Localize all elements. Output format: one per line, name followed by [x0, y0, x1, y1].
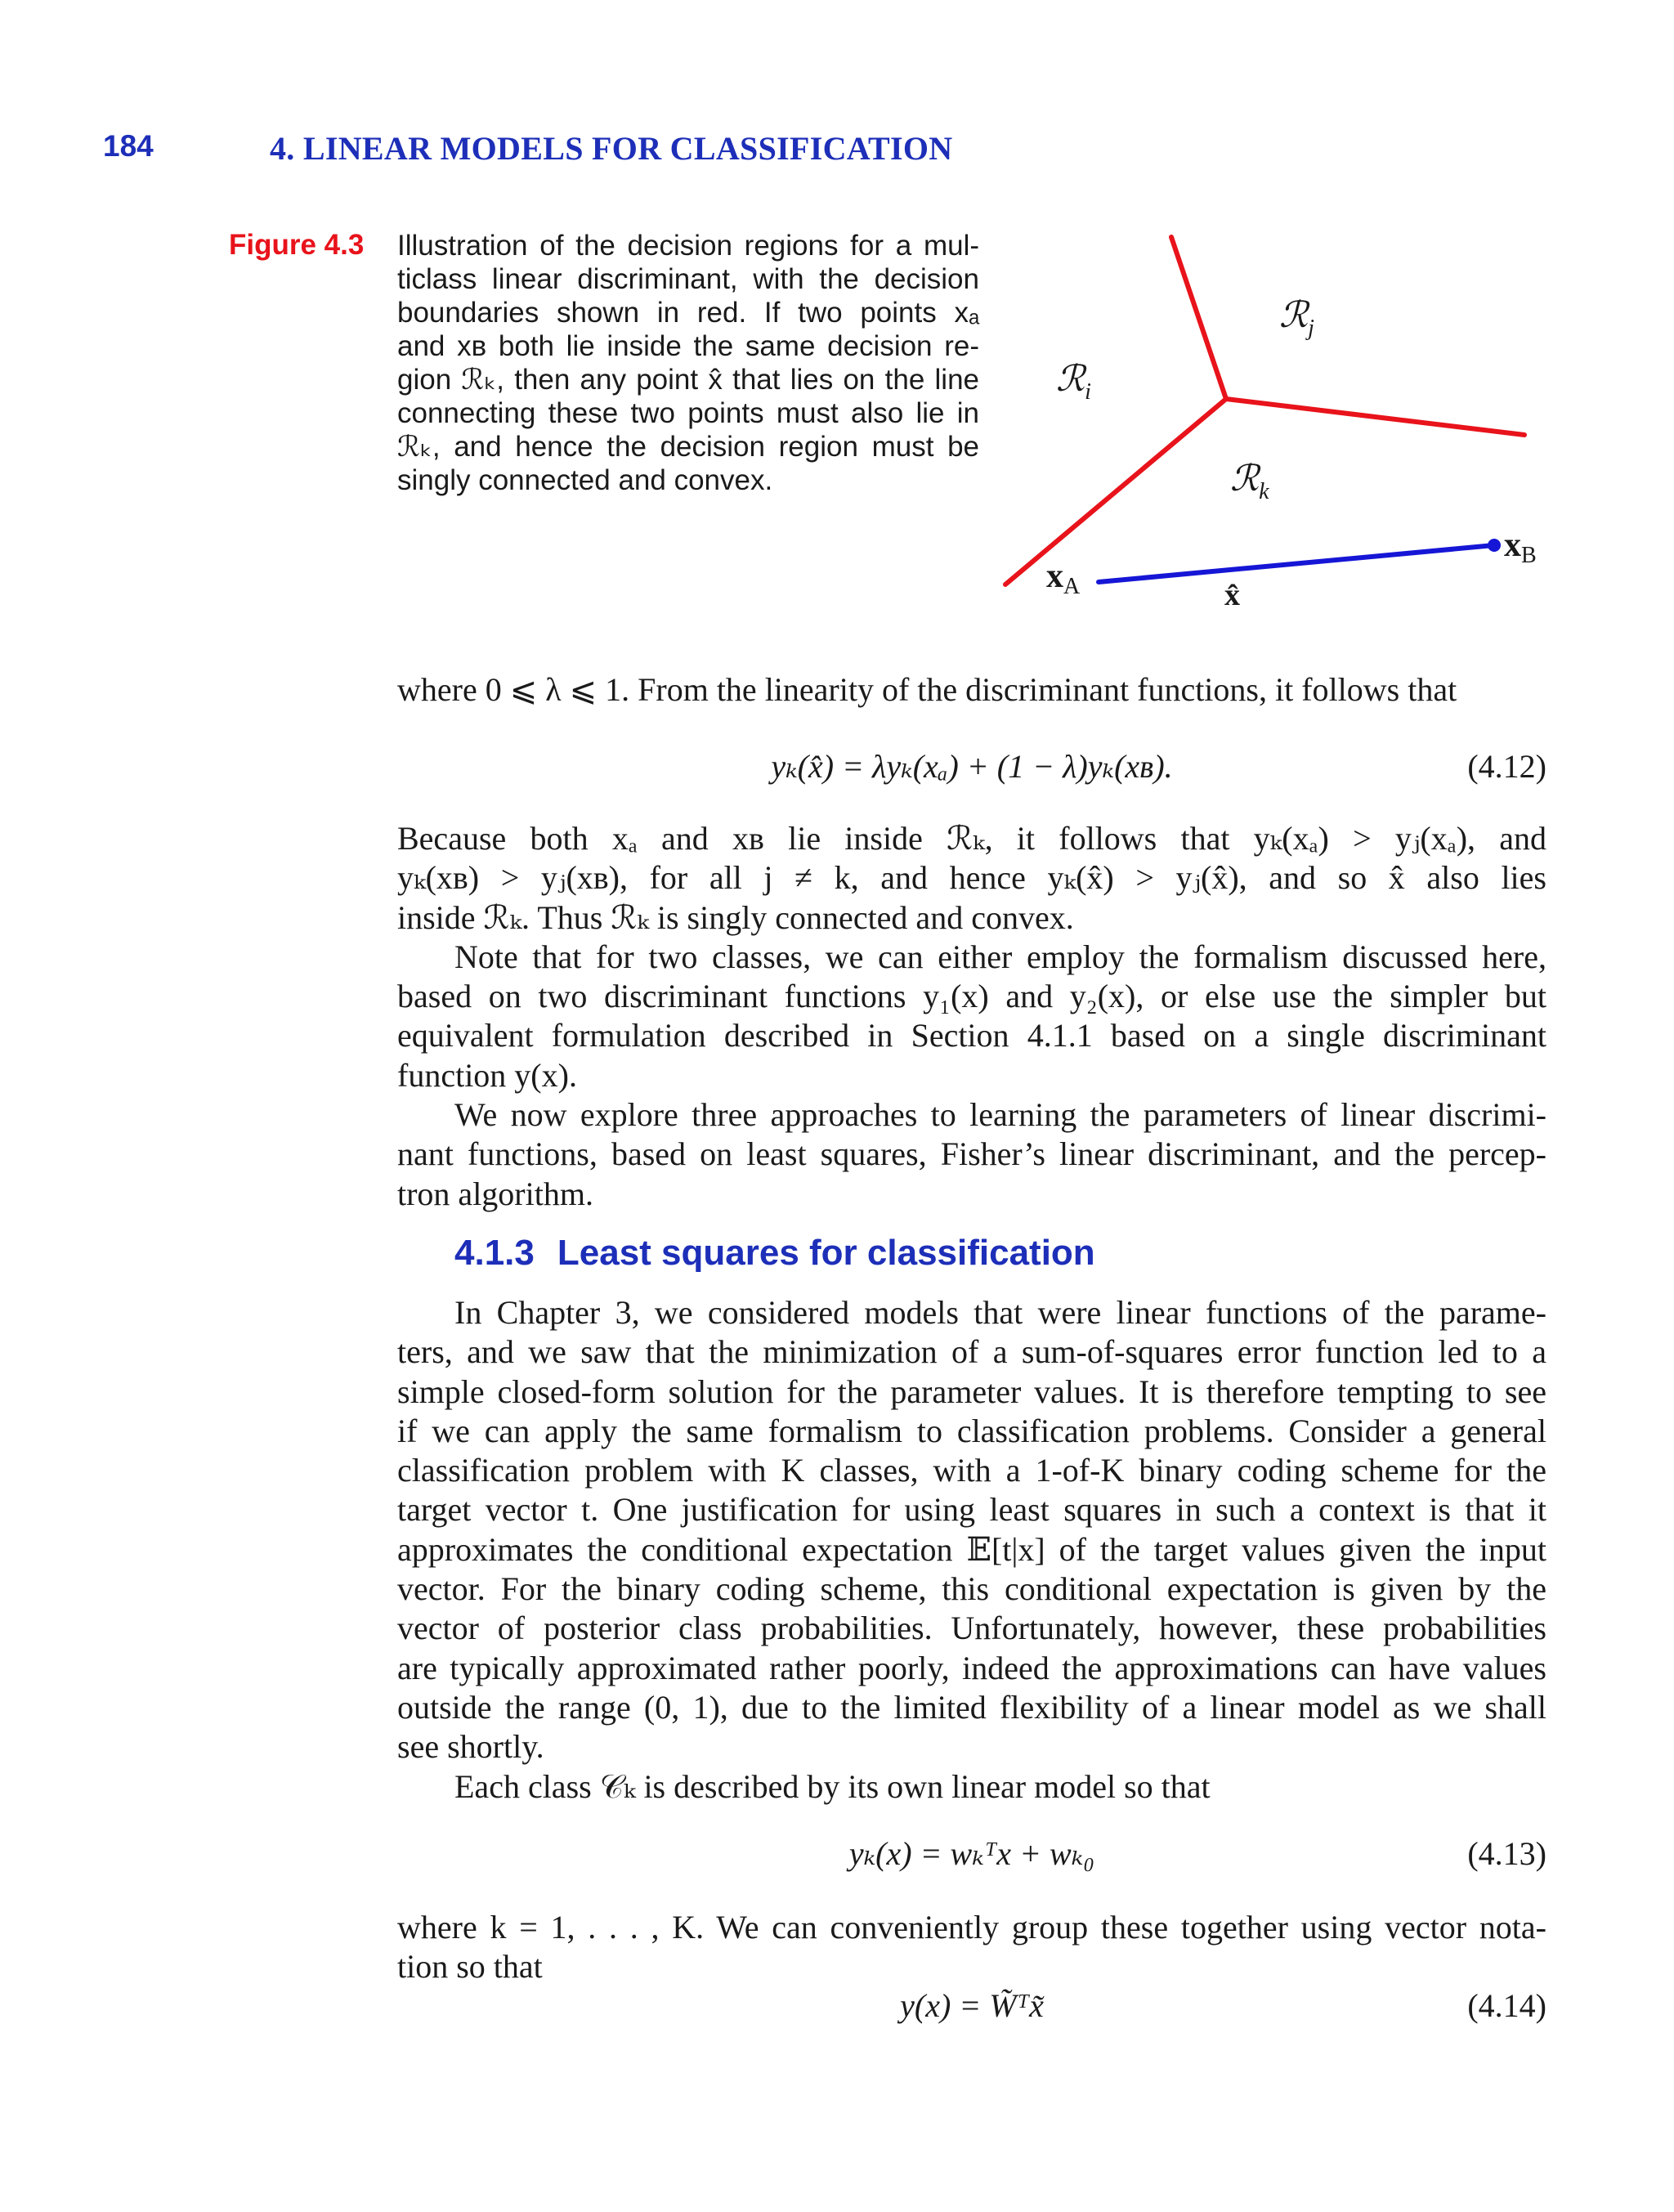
paragraph-line: Because both xₐ and xʙ lie inside ℛₖ, it follows that yₖ(xₐ) > yⱼ(xₐ), and	[397, 820, 1546, 857]
paragraph-line: classification problem with K classes, with a 1-of-K binary coding scheme for the	[397, 1452, 1546, 1489]
caption-line: gion ℛₖ, then any point x̂ that lies on the line	[397, 364, 979, 396]
figure-caption	[397, 229, 979, 497]
boundary-right	[1226, 399, 1524, 435]
section-title: Least squares for classification	[557, 1233, 1095, 1273]
caption-line: boundaries shown in red. If two points xₐ	[397, 297, 979, 329]
paragraph-line: where k = 1, . . . , K. We can conveniently group these together using vector nota-	[397, 1909, 1546, 1946]
section-heading	[454, 1233, 1095, 1274]
equation-number: (4.12)	[1467, 748, 1546, 785]
paragraph-line: vector. For the binary coding scheme, this conditional expectation is given by the	[397, 1570, 1546, 1608]
paragraph-line: approximates the conditional expectation 𝔼[t|x] of the target values given the input	[397, 1530, 1546, 1568]
paragraph-line: inside ℛₖ. Thus ℛₖ is singly connected and convex.	[397, 898, 1074, 936]
equation-body: yₖ(x̂) = λyₖ(xₐ) + (1 − λ)yₖ(xʙ).	[771, 748, 1173, 785]
equation-body: yₖ(x) = wₖᵀx + wₖ₀	[848, 1835, 1095, 1872]
equation-number: (4.13)	[1467, 1835, 1546, 1872]
boundary-lower-left	[1005, 399, 1226, 584]
paragraph-line: see shortly.	[397, 1728, 544, 1766]
paragraph-vector-notation	[397, 1908, 1546, 1987]
segment-xa-xb	[1099, 545, 1494, 582]
paragraph-line: Note that for two classes, we can either employ the formalism discussed here,	[454, 938, 1546, 975]
paragraph-least-squares	[397, 1293, 1546, 1807]
paragraph-lambda	[397, 670, 1546, 710]
boundary-upper	[1171, 237, 1226, 399]
decision-regions-diagram	[997, 221, 1569, 629]
region-label-rj: ℛ$_j$	[1279, 295, 1314, 341]
paragraph-line: tion so that	[397, 1948, 543, 1986]
point-xb-marker	[1488, 539, 1501, 552]
caption-line: and xʙ both lie inside the same decision re-	[397, 330, 979, 362]
equation-4-14	[397, 1986, 1546, 2027]
caption-line: ticlass linear discriminant, with the decision	[397, 263, 979, 295]
paragraph-line: We now explore three approaches to learning the parameters of linear discrimi-	[454, 1096, 1546, 1134]
chapter-title: 4. LINEAR MODELS FOR CLASSIFICATION	[270, 130, 953, 167]
page-number: 184	[103, 129, 154, 163]
paragraph-line: In Chapter 3, we considered models that were linear functions of the parame-	[454, 1294, 1546, 1331]
paragraph-line: outside the range (0, 1), due to the limited flexibility of a linear model as we shall	[397, 1688, 1546, 1726]
paragraph-line: tron algorithm.	[397, 1175, 593, 1212]
paragraph-line: target vector t. One justification for using least squares in such a context is that it	[397, 1491, 1546, 1529]
paragraph-line: where 0 ⩽ λ ⩽ 1. From the linearity of the discriminant functions, it follows that	[397, 671, 1457, 708]
paragraph-line: equivalent formulation described in Section 4.1.1 based on a single discriminant	[397, 1017, 1546, 1055]
figure-label: Figure 4.3	[229, 229, 365, 261]
paragraph-line: Each class 𝒞ₖ is described by its own linear model so that	[454, 1767, 1211, 1805]
equation-body: y(x) = W̃ᵀx̃	[900, 1987, 1044, 2024]
caption-line: singly connected and convex.	[397, 464, 773, 496]
paragraph-line: ters, and we saw that the minimization of a sum-of-squares error function led to a	[397, 1333, 1546, 1371]
paragraph-line: simple closed-form solution for the parameter values. It is therefore tempting to see	[397, 1372, 1546, 1410]
caption-line: connecting these two points must also lie in	[397, 397, 979, 429]
paragraph-line: based on two discriminant functions y₁(x) and y₂(x), or else use the simpler but	[397, 978, 1546, 1015]
paragraph-line: vector of posterior class probabilities. Unfortunately, however, these probabilities	[397, 1610, 1546, 1647]
caption-line: Illustration of the decision regions for a mul-	[397, 230, 979, 262]
paragraph-line: are typically approximated rather poorly, indeed the approximations can have values	[397, 1649, 1546, 1686]
point-label-xb: xB	[1504, 526, 1537, 568]
point-label-xhat: x̂	[1224, 578, 1240, 612]
paragraph-line: if we can apply the same formalism to classification problems. Consider a general	[397, 1412, 1546, 1449]
equation-number: (4.14)	[1467, 1987, 1546, 2024]
paragraph-line: yₖ(xʙ) > yⱼ(xʙ), for all j ≠ k, and hence yₖ(x̂) > yⱼ(x̂), and so x̂ also lies	[397, 859, 1546, 897]
paragraph-convexity	[397, 819, 1546, 1214]
equation-4-13	[397, 1834, 1546, 1875]
paragraph-line: nant functions, based on least squares, Fisher’s linear discriminant, and the percep-	[397, 1135, 1546, 1173]
paragraph-line: function y(x).	[397, 1056, 577, 1094]
section-number: 4.1.3	[454, 1233, 535, 1273]
caption-line: ℛₖ, and hence the decision region must be	[397, 431, 979, 463]
region-label-rk: ℛ$_k$	[1230, 459, 1269, 504]
equation-4-12	[397, 747, 1546, 788]
region-label-ri: ℛ$_i$	[1056, 359, 1091, 405]
point-label-xa: xA	[1046, 557, 1081, 599]
